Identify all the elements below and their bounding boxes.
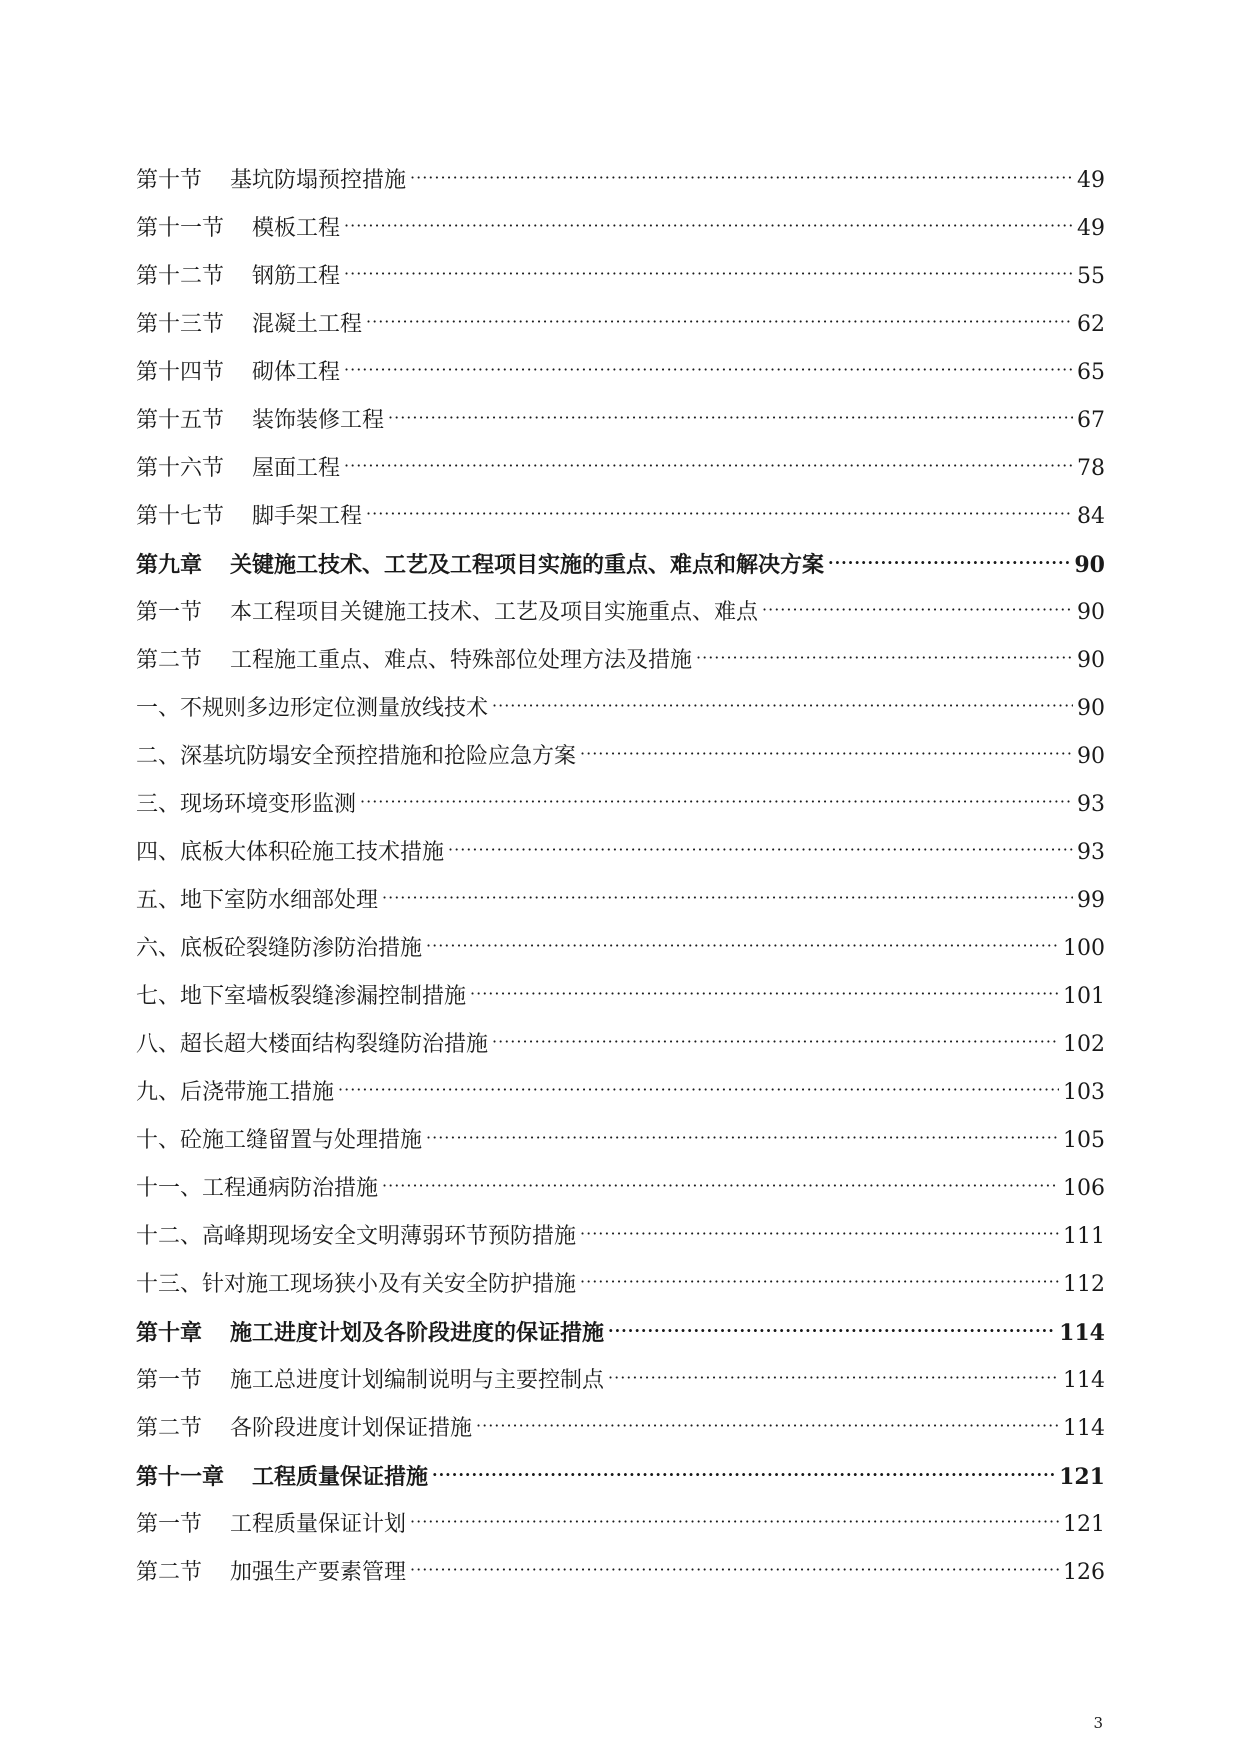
toc-entry[interactable] [136,1021,1105,1069]
toc-entry-label [136,1069,334,1117]
toc-entry[interactable] [136,1117,1105,1165]
toc-leader-dots [432,1453,1055,1499]
toc-entry-prefix: 第十五节 [136,408,225,433]
toc-entry-label [136,1021,488,1069]
toc-entry-label [136,349,340,397]
toc-entry-prefix: 第一节 [136,600,203,625]
toc-entry[interactable] [136,205,1105,253]
toc-entry-label [136,1117,422,1165]
toc-chapter-entry[interactable] [136,1309,1105,1357]
toc-entry-page: 62 [1077,312,1105,337]
toc-entry-label [136,253,340,301]
toc-entry[interactable] [136,589,1105,637]
toc-entry-prefix: 第十六节 [136,456,225,481]
toc-leader-dots [344,349,1073,394]
toc-entry-label [136,781,356,829]
toc-entry-title: 关键施工技术、工艺及工程项目实施的重点、难点和解决方案 [230,552,825,578]
toc-leader-dots [338,1069,1059,1114]
toc-leader-dots [470,973,1059,1018]
toc-entry-label [136,301,362,349]
toc-entry[interactable] [136,349,1105,397]
toc-entry[interactable] [136,445,1105,493]
toc-entry-title: 七、地下室墙板裂缝渗漏控制措施 [136,984,467,1009]
toc-leader-dots [608,1357,1059,1402]
toc-entry-title: 本工程项目关键施工技术、工艺及项目实施重点、难点 [230,600,759,625]
toc-leader-dots [410,157,1073,202]
toc-entry-page: 114 [1063,1368,1105,1393]
toc-entry-page: 114 [1059,1320,1105,1346]
toc-entry[interactable] [136,637,1105,685]
toc-entry-title: 工程质量保证计划 [230,1512,407,1537]
toc-entry-label [136,1309,604,1357]
toc-leader-dots [476,1405,1059,1450]
toc-entry-page: 90 [1077,648,1105,673]
toc-entry-page: 78 [1077,456,1105,481]
toc-entry-page: 65 [1077,360,1105,385]
toc-entry[interactable] [136,253,1105,301]
toc-entry-label [136,541,824,589]
toc-entry-title: 工程施工重点、难点、特殊部位处理方法及措施 [230,648,693,673]
toc-leader-dots [344,253,1073,298]
toc-entry-label [136,397,384,445]
toc-leader-dots [410,1549,1059,1594]
toc-entry-label [136,637,692,685]
toc-leader-dots [608,1309,1055,1355]
toc-entry-label [136,1405,472,1453]
toc-entry-prefix: 第九章 [136,552,203,578]
toc-entry[interactable] [136,829,1105,877]
toc-entry-prefix: 第二节 [136,1416,203,1441]
toc-entry-label [136,589,758,637]
toc-leader-dots [580,733,1073,778]
toc-entry-prefix: 第十三节 [136,312,225,337]
toc-entry-label [136,733,576,781]
toc-entry-page: 121 [1063,1512,1105,1537]
toc-entry-prefix: 第二节 [136,1560,203,1585]
toc-entry[interactable] [136,1405,1105,1453]
toc-entry-page: 103 [1063,1080,1105,1105]
toc-entry-title: 十一、工程通病防治措施 [136,1176,379,1201]
toc-entry-title: 施工进度计划及各阶段进度的保证措施 [230,1320,605,1346]
toc-leader-dots [426,925,1059,970]
toc-entry-page: 101 [1063,984,1105,1009]
toc-entry[interactable] [136,1501,1105,1549]
toc-entry-title: 十二、高峰期现场安全文明薄弱环节预防措施 [136,1224,577,1249]
toc-entry[interactable] [136,1213,1105,1261]
toc-leader-dots [360,781,1073,826]
toc-entry-title: 混凝土工程 [252,312,363,337]
toc-entry-title: 二、深基坑防塌安全预控措施和抢险应急方案 [136,744,577,769]
toc-entry-title: 砌体工程 [252,360,341,385]
toc-leader-dots [388,397,1073,442]
toc-entry-label [136,1549,406,1597]
toc-entry[interactable] [136,493,1105,541]
toc-entry-prefix: 第十二节 [136,264,225,289]
toc-entry-label [136,1453,428,1501]
toc-leader-dots [762,589,1073,634]
toc-entry-title: 屋面工程 [252,456,341,481]
toc-leader-dots [382,1165,1059,1210]
toc-entry-label [136,1261,576,1309]
toc-entry-page: 111 [1063,1224,1105,1249]
toc-entry-label [136,877,378,925]
toc-entry-page: 93 [1077,840,1105,865]
toc-entry-page: 90 [1077,696,1105,721]
toc-entry-page: 67 [1077,408,1105,433]
toc-chapter-entry[interactable] [136,541,1105,589]
toc-entry-title: 装饰装修工程 [252,408,385,433]
toc-leader-dots [580,1213,1059,1258]
toc-entry-prefix: 第十一节 [136,216,225,241]
toc-entry-title: 九、后浇带施工措施 [136,1080,335,1105]
toc-entry-prefix: 第十一章 [136,1464,225,1490]
toc-entry-page: 102 [1063,1032,1105,1057]
toc-entry-page: 49 [1077,168,1105,193]
toc-entry-title: 十三、针对施工现场狭小及有关安全防护措施 [136,1272,577,1297]
toc-entry-page: 100 [1063,936,1105,961]
toc-entry-title: 一、不规则多边形定位测量放线技术 [136,696,489,721]
toc-entry-title: 六、底板砼裂缝防渗防治措施 [136,936,423,961]
toc-entry-title: 脚手架工程 [252,504,363,529]
toc-entry-page: 90 [1077,744,1105,769]
toc-leader-dots [344,445,1073,490]
toc-entry-page: 84 [1077,504,1105,529]
toc-leader-dots [366,301,1073,346]
toc-entry[interactable] [136,781,1105,829]
toc-entry-title: 施工总进度计划编制说明与主要控制点 [230,1368,605,1393]
toc-entry-label [136,925,422,973]
toc-chapter-entry[interactable] [136,1453,1105,1501]
toc-entry-page: 105 [1063,1128,1105,1153]
toc-entry-page: 49 [1077,216,1105,241]
toc-leader-dots [492,685,1073,730]
toc-entry-page: 99 [1077,888,1105,913]
toc-entry-page: 112 [1063,1272,1105,1297]
toc-entry-title: 八、超长超大楼面结构裂缝防治措施 [136,1032,489,1057]
toc-entry-title: 模板工程 [252,216,341,241]
toc-entry-title: 各阶段进度计划保证措施 [230,1416,473,1441]
toc-entry-title: 五、地下室防水细部处理 [136,888,379,913]
toc-entry-title: 钢筋工程 [252,264,341,289]
toc-entry[interactable] [136,973,1105,1021]
toc-entry-prefix: 第二节 [136,648,203,673]
toc-entry-prefix: 第十节 [136,168,203,193]
toc-entry-label [136,1501,406,1549]
toc-entry[interactable] [136,1549,1105,1597]
toc-entry-title: 基坑防塌预控措施 [230,168,407,193]
toc-entry-prefix: 第一节 [136,1368,203,1393]
toc-entry[interactable] [136,397,1105,445]
toc-leader-dots [366,493,1073,538]
toc-entry[interactable] [136,157,1105,205]
toc-entry-page: 90 [1074,552,1105,578]
toc-entry-page: 106 [1063,1176,1105,1201]
toc-leader-dots [492,1021,1059,1066]
toc-entry[interactable] [136,1165,1105,1213]
toc-entry-title: 工程质量保证措施 [252,1464,429,1490]
toc-entry[interactable] [136,1261,1105,1309]
toc-leader-dots [828,541,1070,587]
toc-entry-title: 加强生产要素管理 [230,1560,407,1585]
toc-entry-prefix: 第一节 [136,1512,203,1537]
toc-leader-dots [580,1261,1059,1306]
toc-entry-label [136,1213,576,1261]
toc-entry-label [136,685,488,733]
toc-entry[interactable] [136,1357,1105,1405]
toc-entry-page: 126 [1063,1560,1105,1585]
toc-entry[interactable] [136,1069,1105,1117]
page-number: 3 [1093,1714,1103,1732]
toc-entry[interactable] [136,733,1105,781]
toc-entry-label [136,973,466,1021]
toc-entry[interactable] [136,301,1105,349]
toc-leader-dots [448,829,1073,874]
toc-leader-dots [410,1501,1059,1546]
toc-entry[interactable] [136,685,1105,733]
toc-entry-page: 114 [1063,1416,1105,1441]
toc-leader-dots [344,205,1073,250]
table-of-contents [136,157,1105,1597]
toc-entry-label [136,829,444,877]
toc-entry-prefix: 第十四节 [136,360,225,385]
toc-entry-page: 55 [1077,264,1105,289]
toc-entry-title: 三、现场环境变形监测 [136,792,357,817]
toc-entry[interactable] [136,925,1105,973]
toc-entry-label [136,1165,378,1213]
toc-entry-label [136,493,362,541]
toc-entry-page: 90 [1077,600,1105,625]
toc-entry[interactable] [136,877,1105,925]
toc-entry-page: 93 [1077,792,1105,817]
toc-entry-page: 121 [1059,1464,1105,1490]
toc-entry-label [136,445,340,493]
toc-leader-dots [696,637,1073,682]
toc-entry-title: 四、底板大体积砼施工技术措施 [136,840,445,865]
toc-leader-dots [426,1117,1059,1162]
toc-entry-label [136,205,340,253]
toc-entry-prefix: 第十七节 [136,504,225,529]
toc-entry-label [136,1357,604,1405]
toc-entry-title: 十、砼施工缝留置与处理措施 [136,1128,423,1153]
toc-entry-label [136,157,406,205]
toc-entry-prefix: 第十章 [136,1320,203,1346]
toc-leader-dots [382,877,1073,922]
